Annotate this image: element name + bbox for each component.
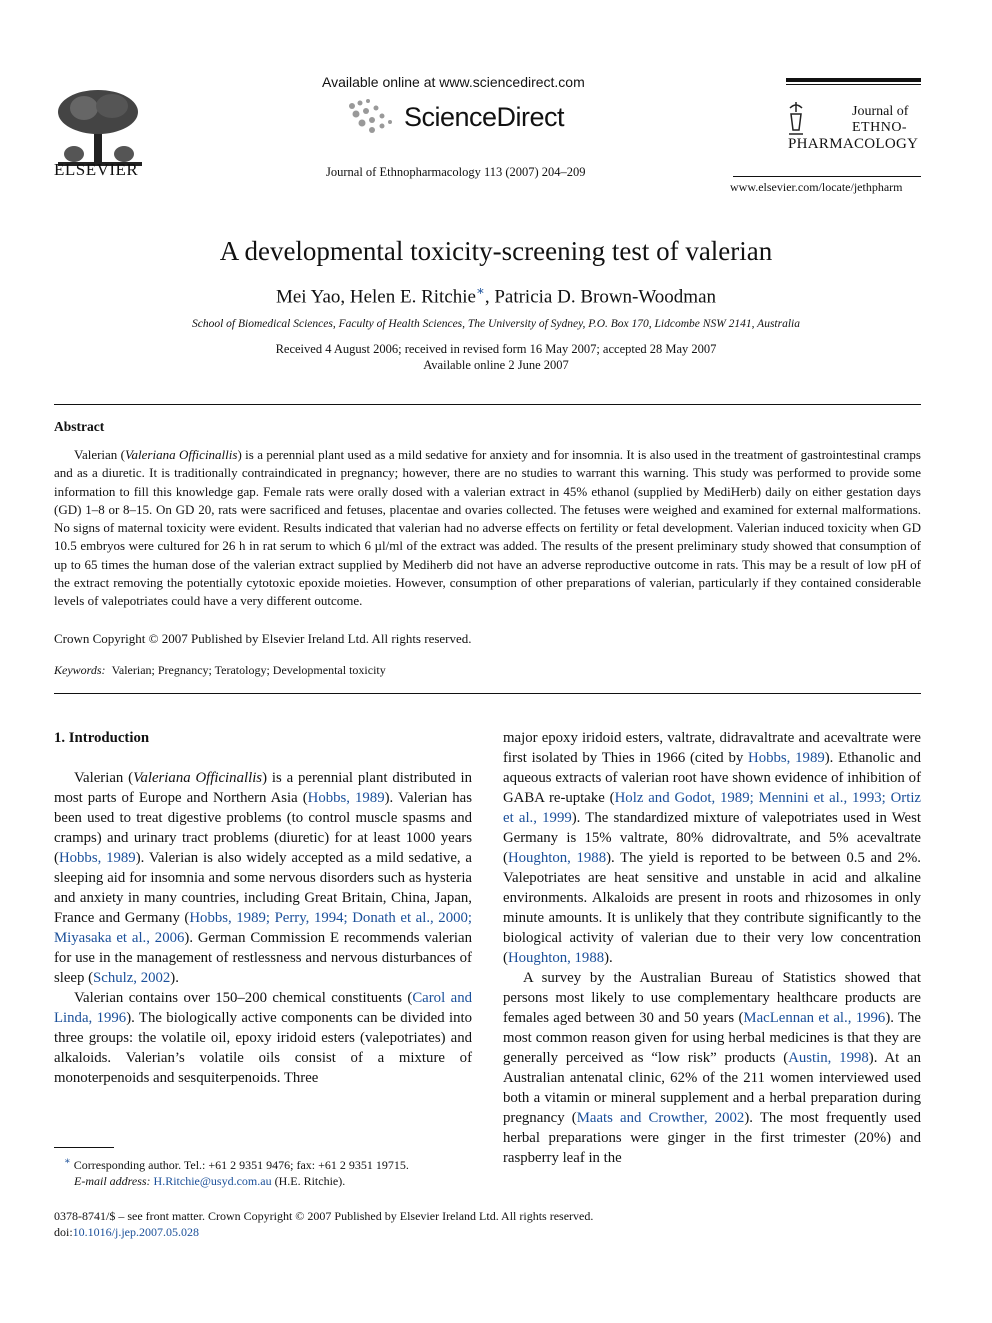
- abstract-copyright: Crown Copyright © 2007 Published by Elsevier Ireland Ltd. All rights reserved.: [54, 631, 472, 646]
- paragraph: A survey by the Australian Bureau of Statistics showed that persons most likely to use complementary healthcare products are females aged between 30 and 50 years (MacLennan et al., 1996). The most common reason given for using herbal medicines is that they are generally perceived as “low risk” products (Austin, 1998). At an Australian antenatal clinic, 62% of the 211 women interviewed used both a vitamin or mineral supplement and a herbal preparation during pregnancy (Maats and Crowther, 2002). The most frequently used herbal preparations were ginger in the first trimester (20%) and raspberry leaf in the: [503, 970, 922, 1166]
- divider: [54, 693, 921, 694]
- article-dates: Received 4 August 2006; received in revised form 16 May 2007; accepted 28 May 2007: [275, 342, 717, 356]
- email-label: E-mail address:: [74, 1174, 151, 1188]
- publisher-name: ELSEVIER: [54, 160, 139, 179]
- journal-logo-line: Journal of: [852, 104, 909, 119]
- sciencedirect-dots-icon: [346, 98, 394, 134]
- section-heading: 1. Introduction: [54, 730, 150, 746]
- journal-url[interactable]: www.elsevier.com/locate/jethpharm: [730, 180, 903, 194]
- footnote: [54, 1154, 409, 1189]
- affiliation: School of Biomedical Sciences, Faculty of Health Sciences, The University of Sydney, P.O. Box 170, Lidcombe NSW 2141, Australia: [192, 318, 800, 330]
- journal-citation: Journal of Ethnopharmacology 113 (2007) 204–209: [326, 165, 586, 179]
- journal-logo-line: PHARMACOLOGY: [788, 136, 919, 152]
- abstract-species: Valeriana Officinallis: [125, 447, 238, 462]
- abstract-body: [54, 446, 921, 611]
- citation-link[interactable]: Austin, 1998: [788, 1050, 869, 1066]
- abstract-heading: Abstract: [54, 419, 105, 434]
- citation-link[interactable]: Holz and Godot, 1989; Mennini et al., 1993; Ortiz et al., 1999: [503, 790, 921, 826]
- paragraph: major epoxy iridoid esters, valtrate, didravaltrate and acevaltrate were first isolated by Thies in 1966 (cited by Hobbs, 1989). Ethanolic and aqueous extracts of valerian root have shown evidence of inhibition of GABA re-uptake (Holz and Godot, 1989; Mennini et al., 1993; Ortiz et al., 1999). The standardized mixture of valepotriates used in West Germany is 15% valtrate, 80% didrovaltrate, and 5% acevaltrate (Houghton, 1988). The yield is reported to be between 0.5 and 2%. Valepotriates are heat sensitive and unstable in acid and alkaline environments. Alkaloids are present in roots and rhizosomes in only minute amounts. It is unlikely that they contribute significantly to the biological activity of valerian due to their very low concentration (Houghton, 1988).: [503, 730, 921, 966]
- citation-link[interactable]: Houghton, 1988: [507, 850, 607, 866]
- journal-logo-rule: [786, 78, 921, 82]
- paragraph: Valerian (Valeriana Officinallis) is a perennial plant distributed in most parts of Europe and Northern Asia (Hobbs, 1989). Valerian has been used to treat digestive problems (to control muscle spasms and cramps) and urinary tract problems (diuretic) for at least 1000 years (Hobbs, 1989). Valerian is also widely accepted as a mild sedative, a sleeping aid for insomnia and some nervous disorders such as hysteria and anxiety in many countries, including Great Britain, China, Japan, France and Germany (Hobbs, 1989; Perry, 1994; Donath et al., 2000; Miyasaka et al., 2006). German Commission E recommends valerian for use in the management of restlessness and nervous disturbances of sleep (Schulz, 2002).: [54, 770, 473, 986]
- citation-link[interactable]: Schulz, 2002: [93, 970, 171, 986]
- doi-link[interactable]: 10.1016/j.jep.2007.05.028: [72, 1225, 199, 1239]
- abstract-text: ) is a perennial plant used as a mild sedative for anxiety and for insomnia. It is also used in the treatment of gastrointestinal cramps and as a diuretic. It is traditionally contraindicated in pregnancy; however, there are no studies to warrant this warning. This study was performed to provide some information to fill this knowledge gap. Female rats were orally dosed with a valerian extract in 45% ethanol (supplied by MediHerb) daily on either gestation days (GD) 1–8 or 8–15. On GD 20, rats were sacrificed and fetuses, placentae and ovaries collected. The fetuses were weighed and examined for external malformations. No signs of maternal toxicity were evident. Results indicated that valerian had no adverse effects on fertility or fetal development. Valerian induced toxicity when GD 10.5 embryos were cultured for 26 h in rat serum to which 6 µl/ml of the extract was added. The results of the present preliminary study showed that consumption of up to 65 times the human dose of the valerian extract supplied by Mediherb did not have an adverse reproductive outcome in rats. This may be a result of low pH of the extract removing the potentially cytotoxic epoxide moieties. However, consumption of other preparations of valerian, particularly if they contained considerable levels of valepotriates could have a very different outcome.: [54, 447, 921, 609]
- left-column: [54, 768, 472, 1088]
- journal-logo-rule: [733, 176, 921, 177]
- footnote-text: Corresponding author. Tel.: +61 2 9351 9476; fax: +61 2 9351 19715.: [73, 1158, 409, 1172]
- right-column: [503, 728, 921, 1168]
- sciencedirect-wordmark: ScienceDirect: [404, 102, 565, 132]
- citation-link[interactable]: MacLennan et al., 1996: [743, 1010, 886, 1026]
- paragraph: Valerian contains over 150–200 chemical constituents (Carol and Linda, 1996). The biologically active components can be divided into three groups: the volatile oil, epoxy iridoid esters (valepotriates) and alkaloids. Valerian’s volatile oils consist of a mixture of monoterpenoids and sesquiterpenoids. Three: [54, 990, 472, 1086]
- citation-link[interactable]: Carol and Linda, 1996: [54, 990, 472, 1026]
- doi-label: doi:: [54, 1225, 73, 1239]
- citation-link[interactable]: Hobbs, 1989: [58, 850, 136, 866]
- available-online-date: Available online 2 June 2007: [423, 358, 569, 372]
- citation-link[interactable]: Hobbs, 1989: [307, 790, 385, 806]
- journal-emblem-icon: [786, 100, 806, 136]
- keywords: [54, 663, 386, 678]
- authors-text: Mei Yao, Helen E. Ritchie: [275, 286, 476, 308]
- issn-text: 0378-8741/$ – see front matter. Crown Copyright © 2007 Published by Elsevier Ireland Ltd. All rights reserved.: [54, 1209, 594, 1223]
- citation-link[interactable]: Maats and Crowther, 2002: [576, 1110, 745, 1126]
- footnote-rule: [54, 1147, 114, 1148]
- footnote-text: (H.E. Ritchie).: [274, 1174, 346, 1188]
- front-matter: [54, 1208, 593, 1240]
- available-online-text[interactable]: Available online at www.sciencedirect.com: [322, 74, 585, 90]
- citation-link[interactable]: Houghton, 1988: [507, 950, 605, 966]
- journal-logo-line: ETHNO-: [852, 120, 908, 135]
- keywords-list: Valerian; Pregnancy; Teratology; Developmental toxicity: [111, 663, 386, 677]
- email-link[interactable]: H.Ritchie@usyd.com.au: [153, 1174, 272, 1188]
- divider: [54, 404, 921, 405]
- journal-logo-rule: [786, 84, 921, 85]
- citation-link[interactable]: Hobbs, 1989; Perry, 1994; Donath et al., 2000; Miyasaka et al., 2006: [54, 910, 473, 946]
- article-authors: [0, 283, 992, 308]
- article-title: A developmental toxicity-screening test of valerian: [219, 236, 773, 266]
- corresponding-author-mark[interactable]: ∗: [475, 283, 485, 298]
- footnote-mark: ∗: [64, 1156, 71, 1167]
- abstract-text: Valerian (: [74, 447, 126, 462]
- citation-link[interactable]: Hobbs, 1989: [748, 750, 825, 766]
- authors-text: , Patricia D. Brown-Woodman: [484, 286, 717, 308]
- keywords-label: Keywords:: [54, 663, 106, 677]
